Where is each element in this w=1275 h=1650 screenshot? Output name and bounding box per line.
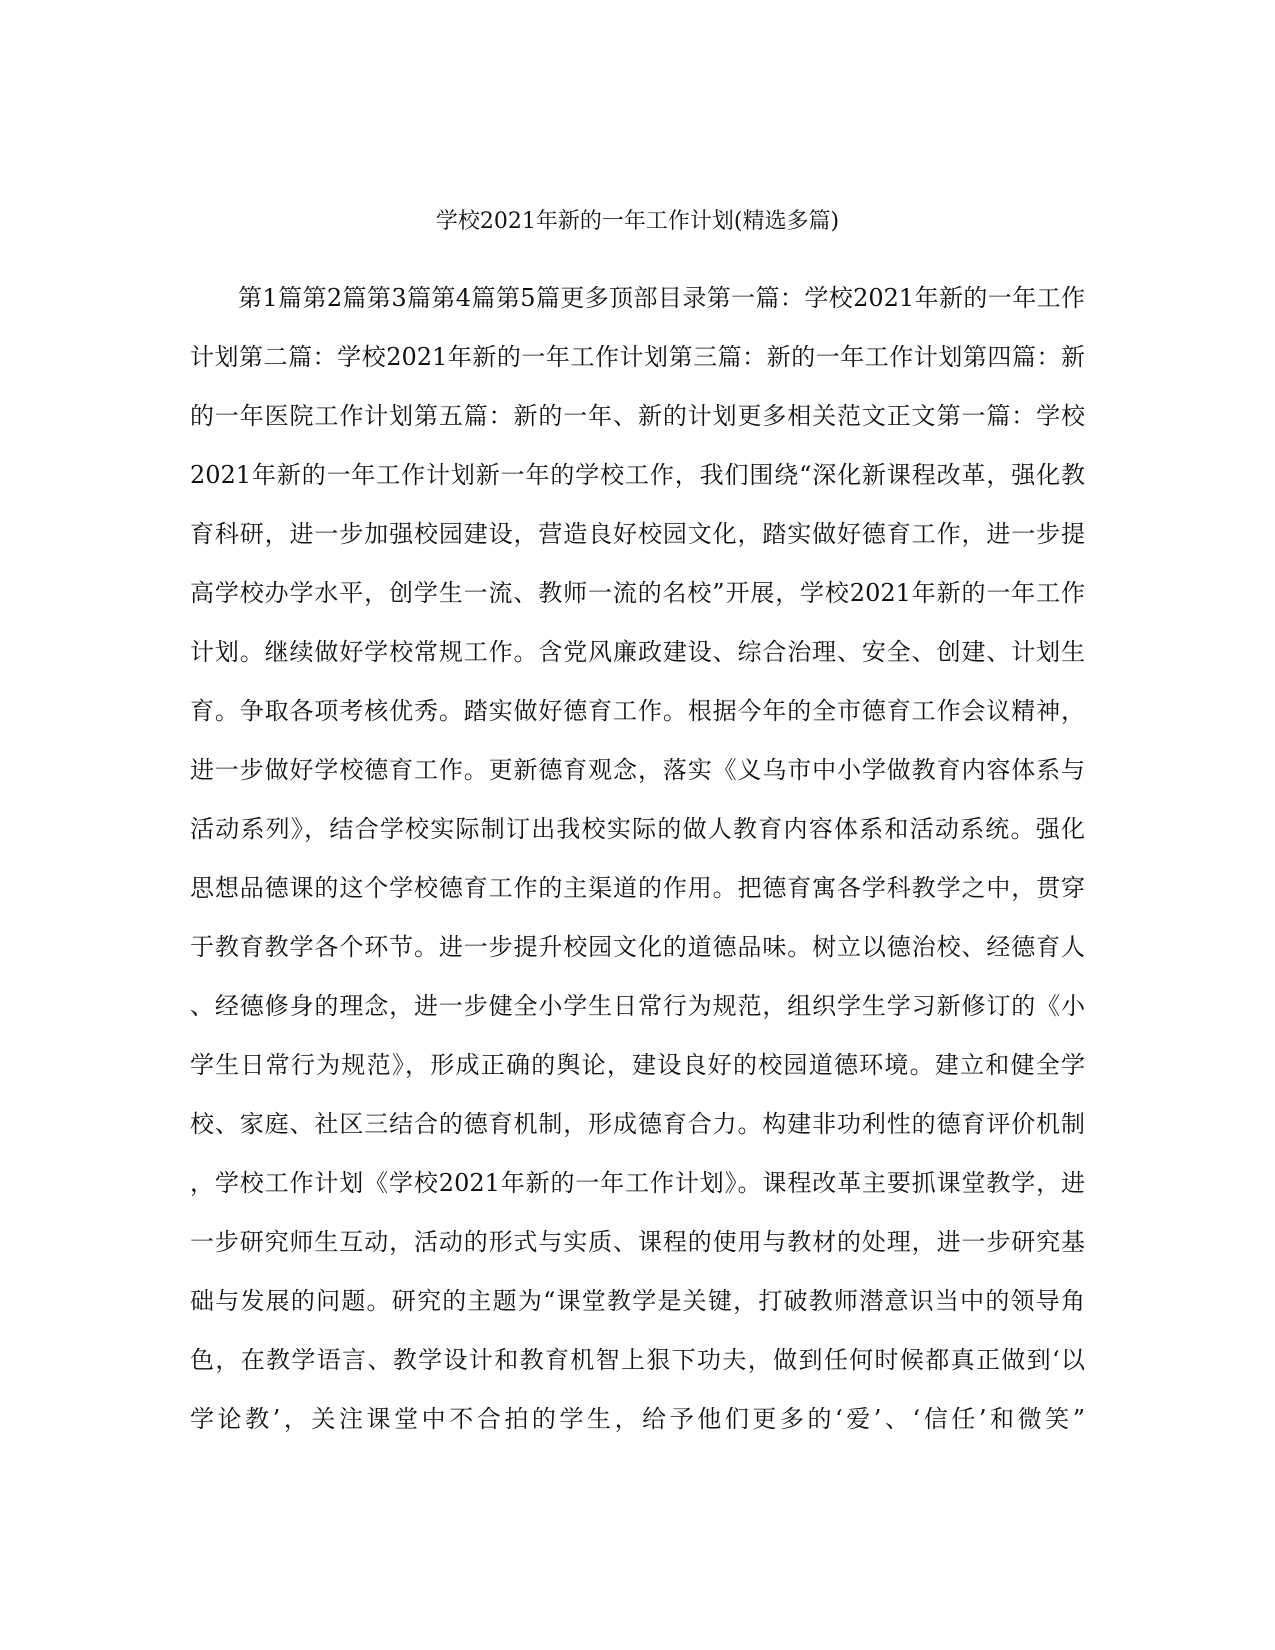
text-line: 计划第二篇：学校2021年新的一年工作计划第三篇：新的一年工作计划第四篇：新 [190, 343, 1085, 371]
text-line: 学生日常行为规范》，形成正确的舆论，建设良好的校园道德环境。建立和健全学 [190, 1051, 1085, 1079]
document-title: 学校2021年新的一年工作计划(精选多篇) [435, 209, 840, 234]
text-line: 一步研究师生互动，活动的形式与实质、课程的使用与教材的处理，进一步研究基 [190, 1228, 1085, 1256]
text-line: 高学校办学水平，创学生一流、教师一流的名校”开展，学校2021年新的一年工作 [190, 579, 1085, 607]
text-line: 础与发展的问题。研究的主题为“课堂教学是关键，打破教师潜意识当中的领导角 [190, 1287, 1085, 1315]
text-line: 学论教’，关注课堂中不合拍的学生，给予他们更多的‘爱’、‘信任’和微笑” [190, 1405, 1085, 1433]
text-line: 计划。继续做好学校常规工作。含党风廉政建设、综合治理、安全、创建、计划生 [190, 638, 1085, 666]
text-line: 于教育教学各个环节。进一步提升校园文化的道德品味。树立以德治校、经德育人 [190, 933, 1085, 961]
text-line: 思想品德课的这个学校德育工作的主渠道的作用。把德育寓各学科教学之中，贯穿 [190, 874, 1085, 902]
text-line: 育。争取各项考核优秀。踏实做好德育工作。根据今年的全市德育工作会议精神， [190, 697, 1085, 725]
text-line: 校、家庭、社区三结合的德育机制，形成德育合力。构建非功利性的德育评价机制 [190, 1110, 1085, 1138]
text-line: 第1篇第2篇第3篇第4篇第5篇更多顶部目录第一篇：学校2021年新的一年工作 [238, 284, 1085, 312]
text-line: 色，在教学语言、教学设计和教育机智上狠下功夫，做到任何时候都真正做到‘以 [190, 1346, 1085, 1374]
text-line: 育科研，进一步加强校园建设，营造良好校园文化，踏实做好德育工作，进一步提 [190, 520, 1085, 548]
text-line: 活动系列》，结合学校实际制订出我校实际的做人教育内容体系和活动系统。强化 [190, 815, 1085, 843]
text-line: 的一年医院工作计划第五篇：新的一年、新的计划更多相关范文正文第一篇：学校 [190, 402, 1085, 430]
body-paragraph [190, 280, 1085, 1460]
text-line: 进一步做好学校德育工作。更新德育观念，落实《义乌市中小学做教育内容体系与 [190, 756, 1085, 784]
text-line: 2021年新的一年工作计划新一年的学校工作，我们围绕“深化新课程改革，强化教 [190, 461, 1085, 489]
text-line: ，学校工作计划《学校2021年新的一年工作计划》。课程改革主要抓课堂教学，进 [190, 1169, 1085, 1197]
text-line: 、经德修身的理念，进一步健全小学生日常行为规范，组织学生学习新修订的《小 [190, 992, 1085, 1020]
